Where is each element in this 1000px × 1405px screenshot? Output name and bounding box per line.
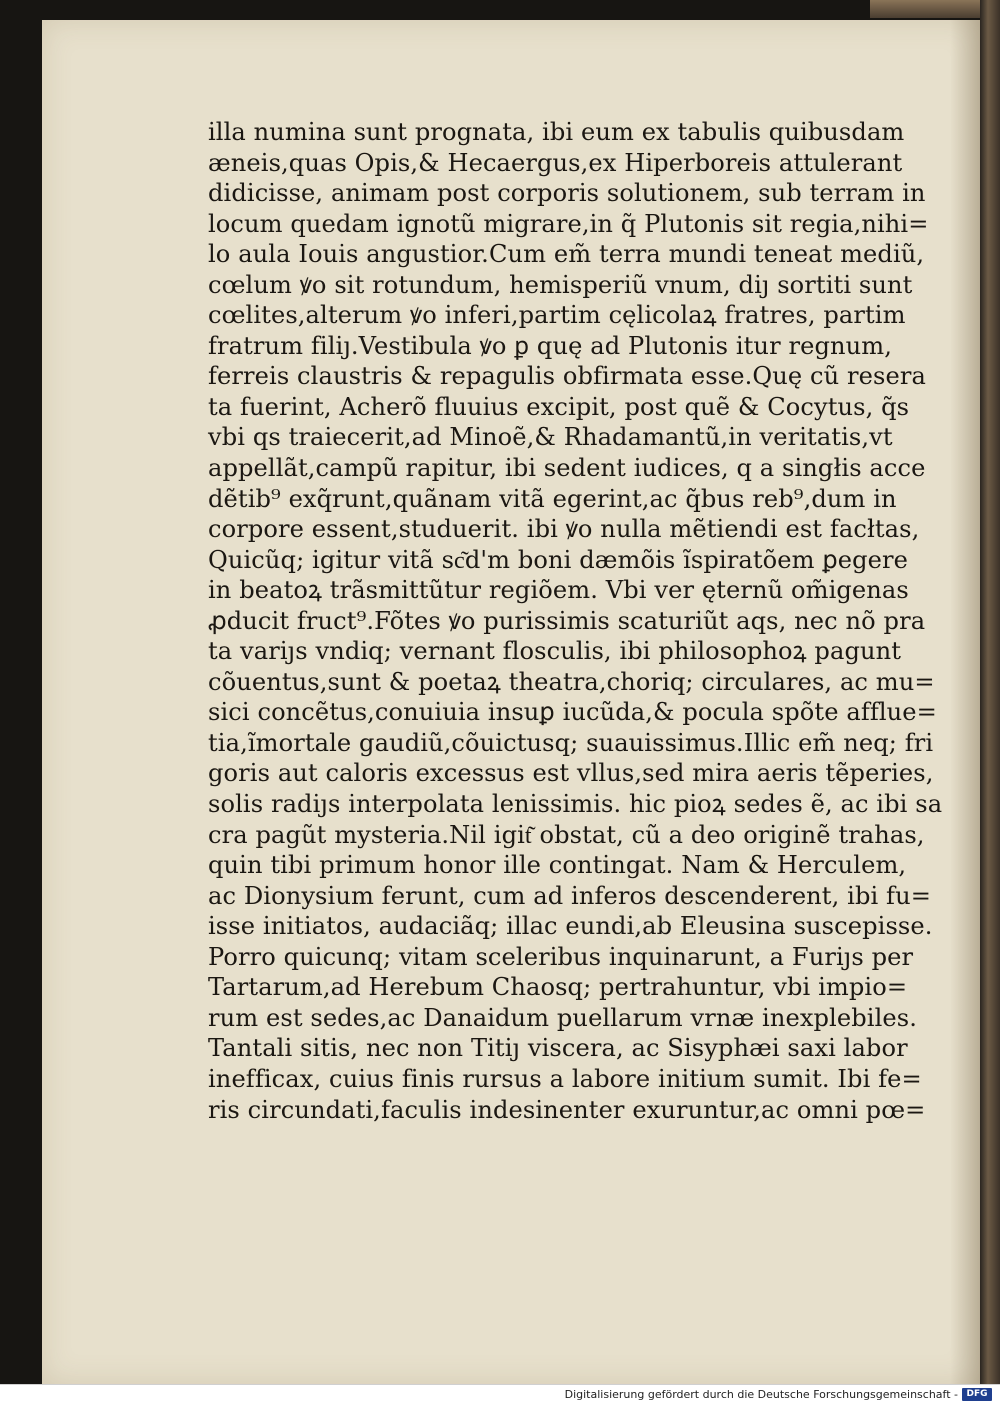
text-line: solis radiȷs interpolata lenissimis. hic pioꝝ sedes ẽ, ac ibi sa [208,789,943,819]
text-line: fratrum filiȷ.Vestibula ꝟo ꝑ quę ad Plutonis itur regnum, [208,330,892,360]
text-line: sici concẽtus,conuiuia insuꝑ iucũda,& pocula spõte afflue= [208,697,937,727]
text-line: lo aula Iouis angustior.Cum em̃ terra mundi teneat mediũ, [208,239,925,269]
text-line: dẽtib⁹ exq̃runt,quãnam vitã egerint,ac q̃bus reb⁹,dum in [208,483,897,513]
text-line: Tartarum,ad Herebum Chaosq; pertrahuntur, vbi impio= [208,972,908,1002]
text-line: tia,ĩmortale gaudiũ,cõuictusq; suauissimus.Illic em̃ neq; fri [208,727,934,757]
text-line: vbi qs traiecerit,ad Minoẽ,& Rhadamantũ,in veritatis,vt [208,422,893,452]
text-line: cœlum ꝟo sit rotundum, hemisperiũ vnum, diȷ sortiti sunt [208,269,913,299]
text-line: rum est sedes,ac Danaidum puellarum vrnæ inexplebiles. [208,1002,918,1032]
text-line: appellãt,campũ rapitur, ibi sedent iudices, q a singłis acce [208,453,926,483]
text-line: corpore essent,studuerit. ibi ꝟo nulla mẽtiendi est facłtas, [208,514,920,544]
footer-bar [0,1384,1000,1405]
text-line: cra pagũt mysteria.Nil igit͂ obstat, cũ a deo originẽ trahas, [208,819,925,849]
text-line: Tantali sitis, nec non Titiȷ viscera, ac Sisyphæi saxi labor [208,1033,908,1063]
text-line: cœlites,alterum ꝟo inferi,partim cęlicolaꝝ fratres, partim [208,300,906,330]
text-line: locum quedam ignotũ migrare,in q̃ Plutonis sit regia,nihi= [208,208,929,238]
book-edge-right [980,0,1000,1384]
page-text-block [208,117,968,1125]
text-line: didicisse, animam post corporis solutionem, sub terram in [208,178,926,208]
text-line: quin tibi primum honor ille contingat. Nam & Herculem, [208,850,907,880]
text-line: cõuentus,sunt & poetaꝝ theatra,choriq; circulares, ac mu= [208,666,935,696]
scanned-page [42,20,980,1384]
text-line: isse initiatos, audaciãq; illac eundi,ab Eleusina suscepisse. [208,911,933,941]
dfg-logo-icon[interactable]: DFG [962,1388,992,1401]
text-line: ac Dionysium ferunt, cum ad inferos descenderent, ibi fu= [208,880,932,910]
text-line: goris aut caloris excessus est vllus,sed mira aeris tẽperies, [208,758,934,788]
text-line: æneis,quas Opis,& Hecaergus,ex Hiperboreis attulerant [208,147,903,177]
text-line: ta variȷs vndiq; vernant flosculis, ibi philosophoꝝ pagunt [208,636,902,666]
text-line: illa numina sunt prognata, ibi eum ex tabulis quibusdam [208,117,905,146]
text-line: ta fuerint, Acherõ fluuius excipit, post quẽ & Cocytus, q̃s [208,391,910,421]
text-line: inefficax, cuius finis rursus a labore initium sumit. Ibi fe= [208,1063,922,1093]
text-line: ꝓducit fruct⁹.Fõtes ꝟo purissimis scaturiũt aqs, nec nõ pra [208,605,926,635]
text-line: in beatoꝝ trãsmittũtur regiõem. Vbi ver ęternũ om̃igenas [208,575,909,605]
text-line: Quicũq; igitur vitã sc͂d'm boni dæmõis ĩspiratõem ꝑegere [208,544,909,574]
funding-credit: Digitalisierung gefördert durch die Deutsche Forschungsgemeinschaft - [564,1388,958,1401]
text-line: Porro quicunq; vitam sceleribus inquinarunt, a Furiȷs per [208,941,914,971]
text-line: ferreis claustris & repagulis obfirmata esse.Quę cũ resera [208,361,926,391]
text-line: ris circundati,faculis indesinenter exuruntur,ac omni pœ= [208,1094,926,1124]
